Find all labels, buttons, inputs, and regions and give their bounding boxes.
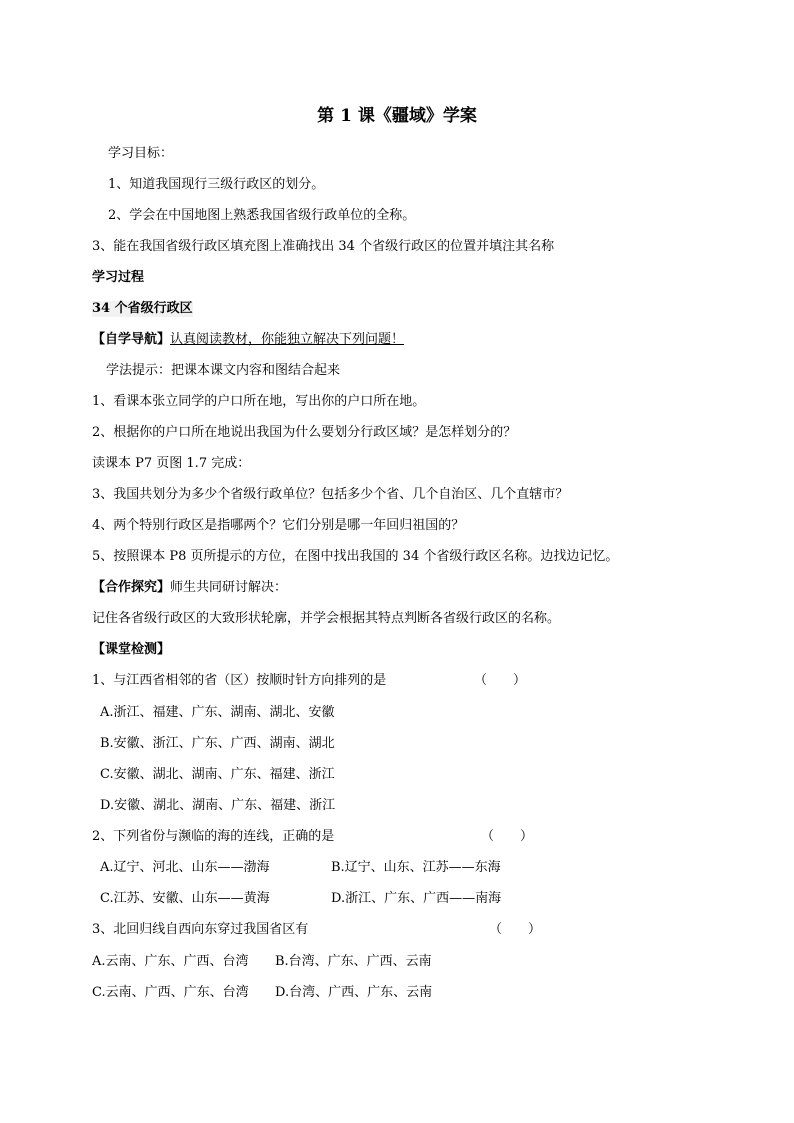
option: D.台湾、广西、广东、云南 [275, 985, 433, 1000]
self-study-tag: 【自学导航】 [92, 332, 171, 347]
objective-item: 3、能在我国省级行政区填充图上准确找出 34 个省级行政区的位置并填注其名称 [92, 239, 555, 254]
option: B.辽宁、山东、江苏——东海 [331, 860, 501, 875]
question: 5、按照课本 P8 页所提示的方位，在图中找出我国的 34 个省级行政区名称。边找边记忆。 [92, 549, 619, 564]
option: A.浙江、福建、广东、湖南、湖北、安徽 [100, 705, 335, 720]
option: D.安徽、湖北、湖南、广东、福建、浙江 [100, 798, 336, 813]
option: C.云南、广西、广东、台湾 [92, 985, 249, 1000]
cooperation-body: 记住各省级行政区的大致形状轮廓，并学会根据其特点判断各省级行政区的名称。 [92, 611, 561, 626]
objective-item: 2、学会在中国地图上熟悉我国省级行政单位的全称。 [108, 208, 416, 223]
question: 1、看课本张立同学的户口所在地，写出你的户口所在地。 [92, 394, 426, 409]
cooperation-text: 师生共同研讨解决： [170, 580, 288, 595]
check-question: 3、北回归线自西向东穿过我国省区有 [92, 922, 309, 937]
option: A.辽宁、河北、山东——渤海 [100, 860, 270, 875]
question: 4、两个特别行政区是指哪两个？它们分别是哪一年回归祖国的？ [92, 518, 465, 533]
objective-item: 1、知道我国现行三级行政区的划分。 [108, 177, 325, 192]
answer-blank: （ ） [474, 673, 527, 688]
self-study-line [92, 332, 404, 348]
self-study-instruction: 认真阅读教材，你能独立解决下列问题！ [170, 332, 405, 347]
check-question: 1、与江西省相邻的省（区）按顺时针方向排列的是 [92, 673, 387, 688]
study-tip: 学法提示：把课本课文内容和图结合起来 [106, 363, 341, 378]
cooperation-line [92, 580, 287, 596]
answer-blank: （ ） [481, 829, 534, 844]
section-title: 34 个省级行政区 [92, 301, 193, 316]
option: B.台湾、广东、广西、云南 [275, 954, 432, 969]
option: A.云南、广东、广西、台湾 [92, 954, 249, 969]
page-title: 第 1 课《疆域》学案 [317, 106, 477, 126]
question: 3、我国共划分为多少个省级行政单位？包括多少个省、几个自治区、几个直辖市？ [92, 487, 569, 502]
check-heading: 【课堂检测】 [92, 642, 171, 657]
read-instruction: 读课本 P7 页图 1.7 完成： [92, 456, 251, 471]
cooperation-tag: 【合作探究】 [92, 580, 171, 595]
question: 2、根据你的户口所在地说出我国为什么要划分行政区域？是怎样划分的？ [92, 425, 517, 440]
objectives-heading: 学习目标： [108, 146, 174, 161]
option: D.浙江、广东、广西——南海 [331, 891, 502, 906]
answer-blank: （ ） [489, 922, 542, 937]
option: B.安徽、浙江、广东、广西、湖南、湖北 [100, 736, 335, 751]
check-question: 2、下列省份与濒临的海的连线，正确的是 [92, 829, 335, 844]
option: C.安徽、湖北、湖南、广东、福建、浙江 [100, 767, 335, 782]
process-heading: 学习过程 [92, 270, 145, 285]
option: C.江苏、安徽、山东——黄海 [100, 891, 270, 906]
